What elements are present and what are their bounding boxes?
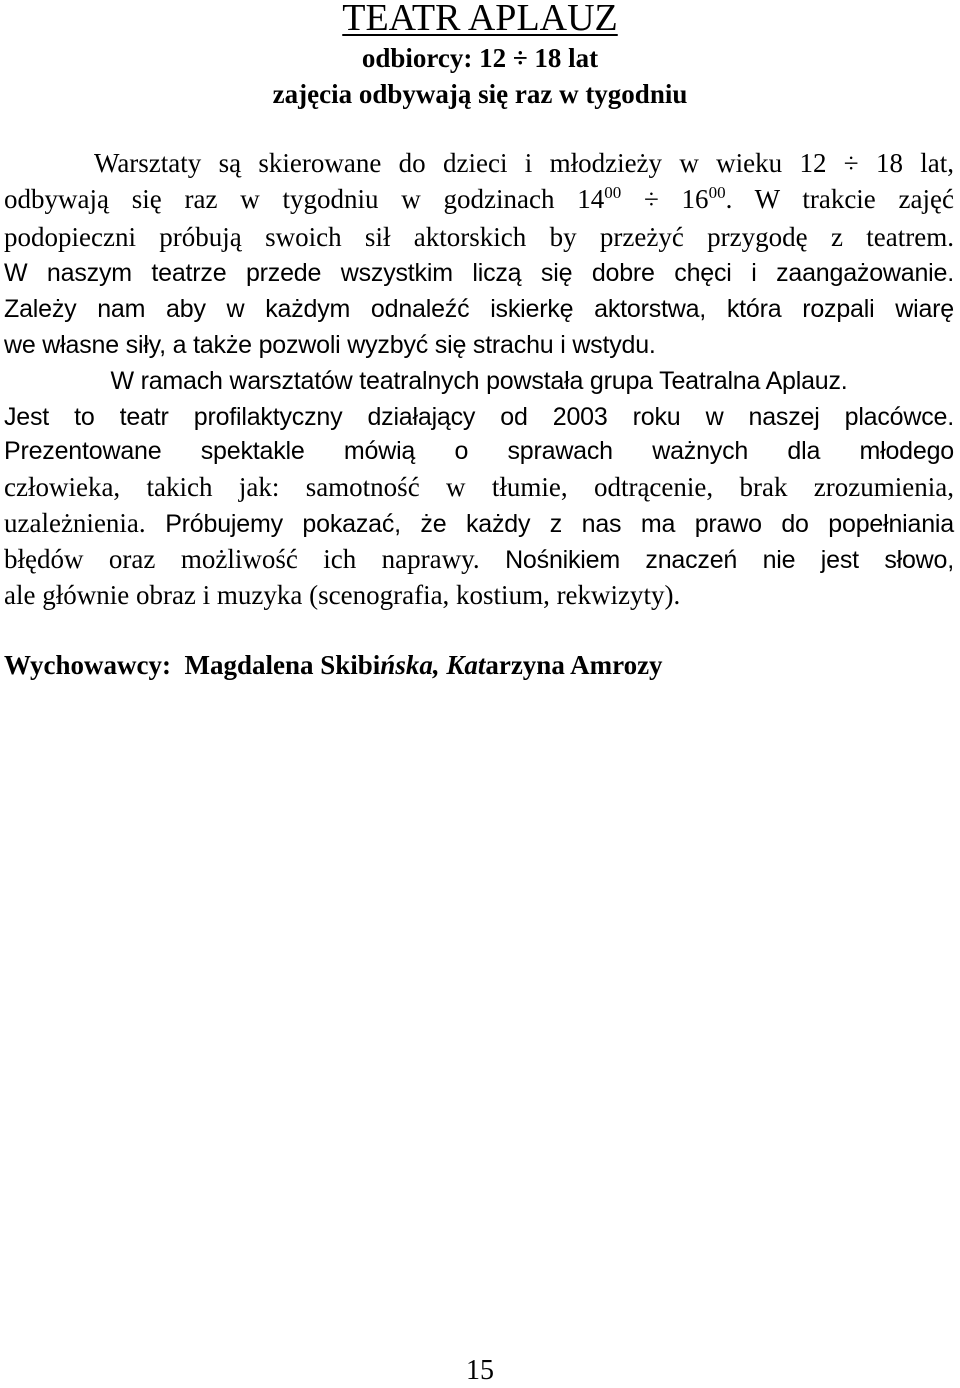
text-line-4: W naszym teatrze przede wszystkim liczą się dobre chęci i zaangażowanie. bbox=[4, 259, 954, 287]
text-line-2-part: ÷ 16 bbox=[621, 184, 709, 214]
audience-subtitle: odbiorcy: 12 ÷ 18 lat bbox=[361, 43, 599, 73]
text-line-12-part: błędów oraz możliwość ich naprawy. bbox=[4, 544, 480, 574]
time-end-minutes: 00 bbox=[708, 183, 726, 202]
text-line-12 bbox=[4, 542, 954, 577]
teacher-name-part: arzyna Amrozy bbox=[485, 650, 663, 680]
teachers-label: Wychowawcy: bbox=[4, 650, 171, 680]
text-line-12-part: Nośnikiem znaczeń nie jest słowo, bbox=[479, 546, 954, 574]
text-line-11 bbox=[4, 506, 954, 541]
text-line-3: podopieczni próbują swoich sił aktorskich by przeżyć przygodę z teatrem. bbox=[4, 222, 954, 252]
frequency-subtitle: zajęcia odbywają się raz w tygodniu bbox=[272, 79, 688, 109]
text-line-5: Zależy nam aby w każdym odnaleźć iskierkę aktorstwa, która rozpali wiarę bbox=[4, 295, 954, 323]
text-line-13: ale głównie obraz i muzyka (scenografia, kostium, rekwizyty). bbox=[4, 580, 681, 610]
text-line-11-part: uzależnienia. bbox=[4, 508, 146, 538]
text-line-6: we własne siły, a także pozwoli wyzbyć się strachu i wstydu. bbox=[4, 331, 656, 359]
text-line-2 bbox=[4, 182, 954, 216]
text-line-1: Warsztaty są skierowane do dzieci i młodzieży w wieku 12 ÷ 18 lat, bbox=[94, 148, 954, 178]
text-line-2-part: odbywają się raz w tygodniu w godzinach 14 bbox=[4, 184, 605, 214]
text-line-8: Jest to teatr profilaktyczny działający od 2003 roku w naszej placówce. bbox=[4, 403, 954, 431]
teacher-name-italic-part: ńska, Kat bbox=[380, 650, 486, 680]
text-line-10: człowieka, takich jak: samotność w tłumie, odtrącenie, brak zrozumienia, bbox=[4, 472, 954, 502]
page-number: 15 bbox=[466, 1355, 494, 1386]
text-line-11-part: Próbujemy pokazać, że każdy z nas ma prawo do popełniania bbox=[145, 510, 954, 538]
teacher-name-part: Magdalena Skibi bbox=[184, 650, 381, 680]
text-line-7: W ramach warsztatów teatralnych powstała grupa Teatralna Aplauz. bbox=[110, 367, 848, 395]
text-line-2-part: . W trakcie zajęć bbox=[725, 184, 954, 214]
teachers-credit bbox=[4, 648, 663, 682]
text-line-9: Prezentowane spektakle mówią o sprawach ważnych dla młodego bbox=[4, 437, 954, 465]
page-title: TEATR APLAUZ bbox=[342, 0, 618, 39]
time-start-minutes: 00 bbox=[604, 183, 622, 202]
